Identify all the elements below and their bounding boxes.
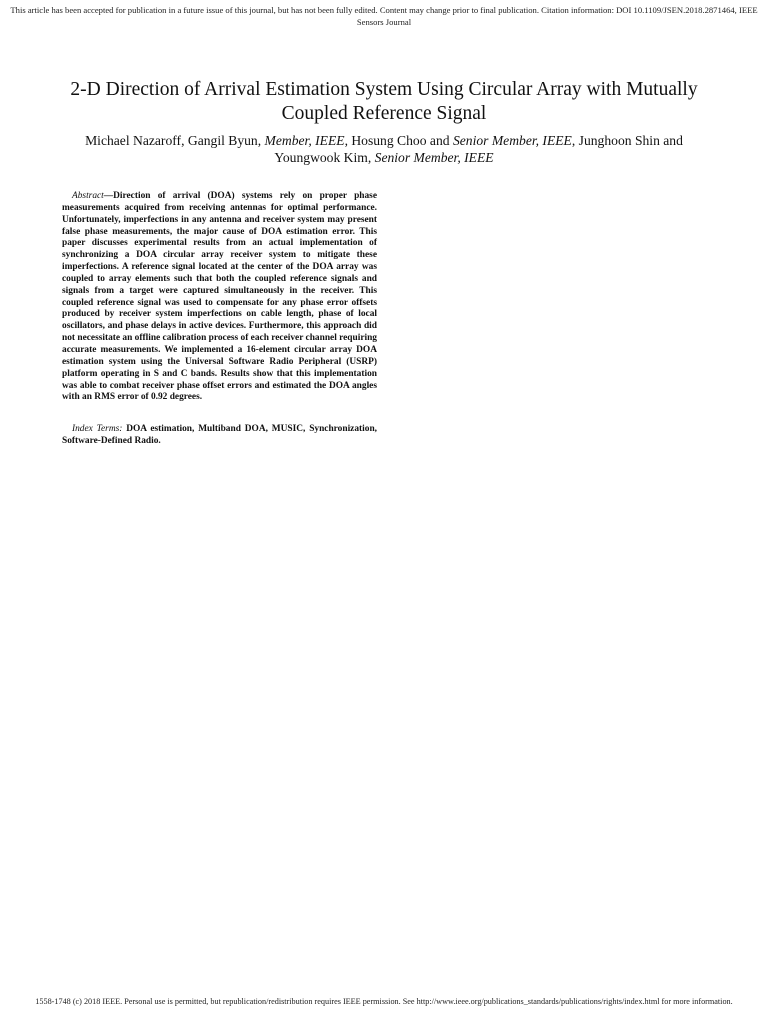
author-separator: and xyxy=(659,133,683,148)
journal-notice: This article has been accepted for publication in a future issue of this journal, but has not been fully edited. Content may change prior to final publication. Citation information: DOI 10.1109/JSEN.2018.2871464, IEEE Sensors Journal xyxy=(10,5,758,27)
abstract xyxy=(62,191,377,404)
author-list xyxy=(60,132,708,166)
author-role: Senior Member, IEEE xyxy=(374,150,494,165)
author-role: Senior Member, IEEE xyxy=(452,133,572,148)
author-role: Member, IEEE xyxy=(264,133,345,148)
author-name: Gangil Byun xyxy=(187,133,258,148)
abstract-text: Direction of arrival (DOA) systems rely on proper phase measurements acquired from receiving antennas for optimal performance. Unfortunately, imperfections in any antenna and receiver system may present false phase measurements, the major cause of DOA estimation error. This paper discusses experimental results from an actual implementation of synchronizing a DOA circular array receiver system to mitigate these imperfections. A reference signal located at the center of the DOA array was coupled to array elements such that both the coupled reference signals and signals from a target were captured simultaneously in the receiver. This coupled reference signal was used to compensate for any phase error offsets produced by receiver system imperfections on cable length, phase of local oscillators, and phase delays in active devices. Furthermore, this approach did not necessitate an offline calibration process of each receiver channel requiring accurate measurements. We implemented a 16-element circular array DOA estimation system using the Universal Software Radio Peripheral (USRP) platform operating in S and C bands. Results show that this implementation was able to combat receiver phase offset errors and estimated the DOA angles with an RMS error of 0.92 degrees. xyxy=(62,191,377,403)
author-separator: , xyxy=(181,133,188,148)
author-name: Hosung Choo xyxy=(351,133,427,148)
index-terms-label: Index Terms: xyxy=(72,424,123,434)
abstract-label: Abstract xyxy=(72,191,104,201)
index-terms xyxy=(62,424,377,448)
author-name: Youngwook Kim xyxy=(274,150,368,165)
author-name: Junghoon Shin xyxy=(578,133,660,148)
author-separator: and xyxy=(426,133,453,148)
author-separator: , xyxy=(257,133,265,148)
author-name: Michael Nazaroff xyxy=(85,133,182,148)
copyright-footer: 1558-1748 (c) 2018 IEEE. Personal use is permitted, but republication/redistribution requires IEEE permission. See http://www.ieee.org/publications_standards/publications/rights/index.html for more information. xyxy=(35,997,733,1006)
index-terms-text: DOA estimation, Multiband DOA, MUSIC, Synchronization, Software-Defined Radio. xyxy=(62,424,377,446)
author-separator: , xyxy=(367,150,375,165)
author-separator: , xyxy=(344,133,352,148)
paper-title: 2-D Direction of Arrival Estimation System Using Circular Array with Mutually Coupled Reference Signal xyxy=(70,79,698,124)
abstract-dash: — xyxy=(103,191,114,201)
author-separator: , xyxy=(571,133,579,148)
